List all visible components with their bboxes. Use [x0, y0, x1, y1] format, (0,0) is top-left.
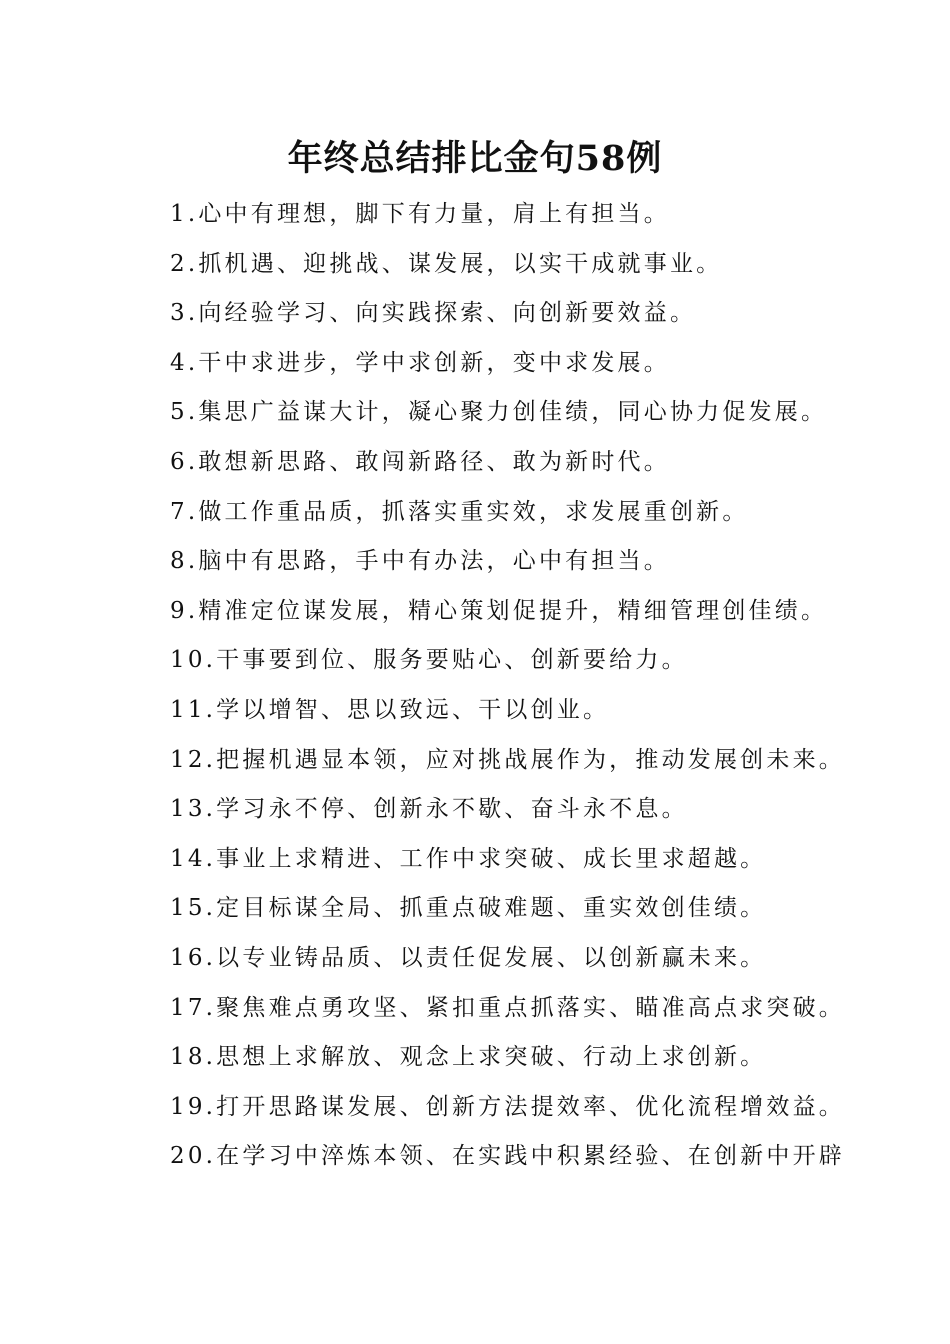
list-item: 20.在学习中淬炼本领、在实践中积累经验、在创新中开辟	[170, 1143, 845, 1170]
list-item: 16.以专业铸品质、以责任促发展、以创新赢未来。	[170, 944, 767, 971]
list-item: 19.打开思路谋发展、创新方法提效率、优化流程增效益。	[170, 1093, 845, 1120]
list-item: 11.学以增智、思以致远、干以创业。	[170, 696, 610, 723]
list-item: 2.抓机遇、迎挑战、谋发展，以实干成就事业。	[170, 250, 723, 277]
list-item: 12.把握机遇显本领，应对挑战展作为，推动发展创未来。	[170, 746, 845, 773]
list-item: 10.干事要到位、服务要贴心、创新要给力。	[170, 647, 688, 674]
document-title: 年终总结排比金句58例	[287, 138, 663, 179]
list-item: 5.集思广益谋大计，凝心聚力创佳绩，同心协力促发展。	[170, 399, 828, 426]
list-item: 6.敢想新思路、敢闯新路径、敢为新时代。	[170, 448, 670, 475]
list-item: 9.精准定位谋发展，精心策划促提升，精细管理创佳绩。	[170, 597, 828, 624]
list-item: 1.心中有理想，脚下有力量，肩上有担当。	[170, 201, 670, 227]
slogan-list	[170, 193, 870, 1185]
list-item: 15.定目标谋全局、抓重点破难题、重实效创佳绩。	[170, 895, 767, 922]
list-item: 4.干中求进步，学中求创新，变中求发展。	[170, 349, 670, 376]
list-item: 3.向经验学习、向实践探索、向创新要效益。	[170, 300, 697, 327]
list-item: 8.脑中有思路，手中有办法，心中有担当。	[170, 548, 670, 575]
list-item: 17.聚焦难点勇攻坚、紧扣重点抓落实、瞄准高点求突破。	[170, 994, 845, 1021]
list-item: 7.做工作重品质，抓落实重实效，求发展重创新。	[170, 498, 749, 525]
list-item: 13.学习永不停、创新永不歇、奋斗永不息。	[170, 796, 688, 823]
list-item: 14.事业上求精进、工作中求突破、成长里求超越。	[170, 845, 767, 872]
list-item: 18.思想上求解放、观念上求突破、行动上求创新。	[170, 1044, 767, 1071]
